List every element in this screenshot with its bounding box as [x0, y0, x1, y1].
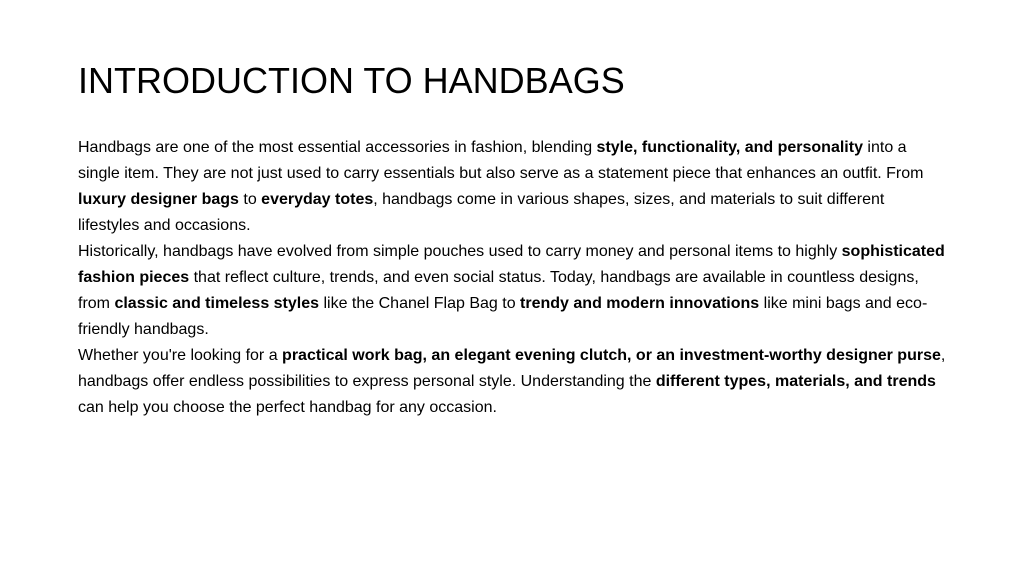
text-run: Whether you're looking for a — [78, 347, 283, 364]
bold-run: trendy and modern innovations — [520, 295, 760, 312]
text-run: like mini bags and eco-friendly handbags. — [78, 295, 928, 338]
text-run: , handbags come in various shapes, sizes, and materials to suit different lifestyles and occasions. — [78, 191, 885, 234]
text-run: into a single item. They are not just used to carry essentials but also serve as a statement piece that enhances an outfit. From — [78, 139, 924, 182]
paragraph — [78, 239, 946, 343]
bold-run: sophisticated fashion pieces — [78, 243, 945, 286]
text-run: Handbags are one of the most essential accessories in fashion, blending — [78, 139, 597, 156]
paragraph — [78, 135, 946, 239]
slide-title: INTRODUCTION TO HANDBAGS — [78, 60, 625, 101]
text-run: , handbags offer endless possibilities to express personal style. Understanding the — [78, 347, 946, 390]
bold-run: style, functionality, and personality — [596, 139, 863, 156]
text-run: to — [238, 191, 262, 208]
text-run: like the Chanel Flap Bag to — [319, 295, 521, 312]
text-run: can help you choose the perfect handbag for any occasion. — [78, 399, 497, 416]
slide-body — [78, 135, 946, 421]
paragraph — [78, 343, 946, 421]
bold-run: different types, materials, and trends — [655, 373, 936, 390]
text-run: Historically, handbags have evolved from simple pouches used to carry money and personal items to highly — [78, 243, 842, 260]
bold-run: practical work bag, an elegant evening clutch, or an investment-worthy designer purse — [282, 347, 941, 364]
text-run: that reflect culture, trends, and even social status. Today, handbags are available in countless designs, from — [78, 269, 919, 312]
bold-run: everyday totes — [261, 191, 374, 208]
bold-run: luxury designer bags — [78, 191, 239, 208]
bold-run: classic and timeless styles — [114, 295, 320, 312]
